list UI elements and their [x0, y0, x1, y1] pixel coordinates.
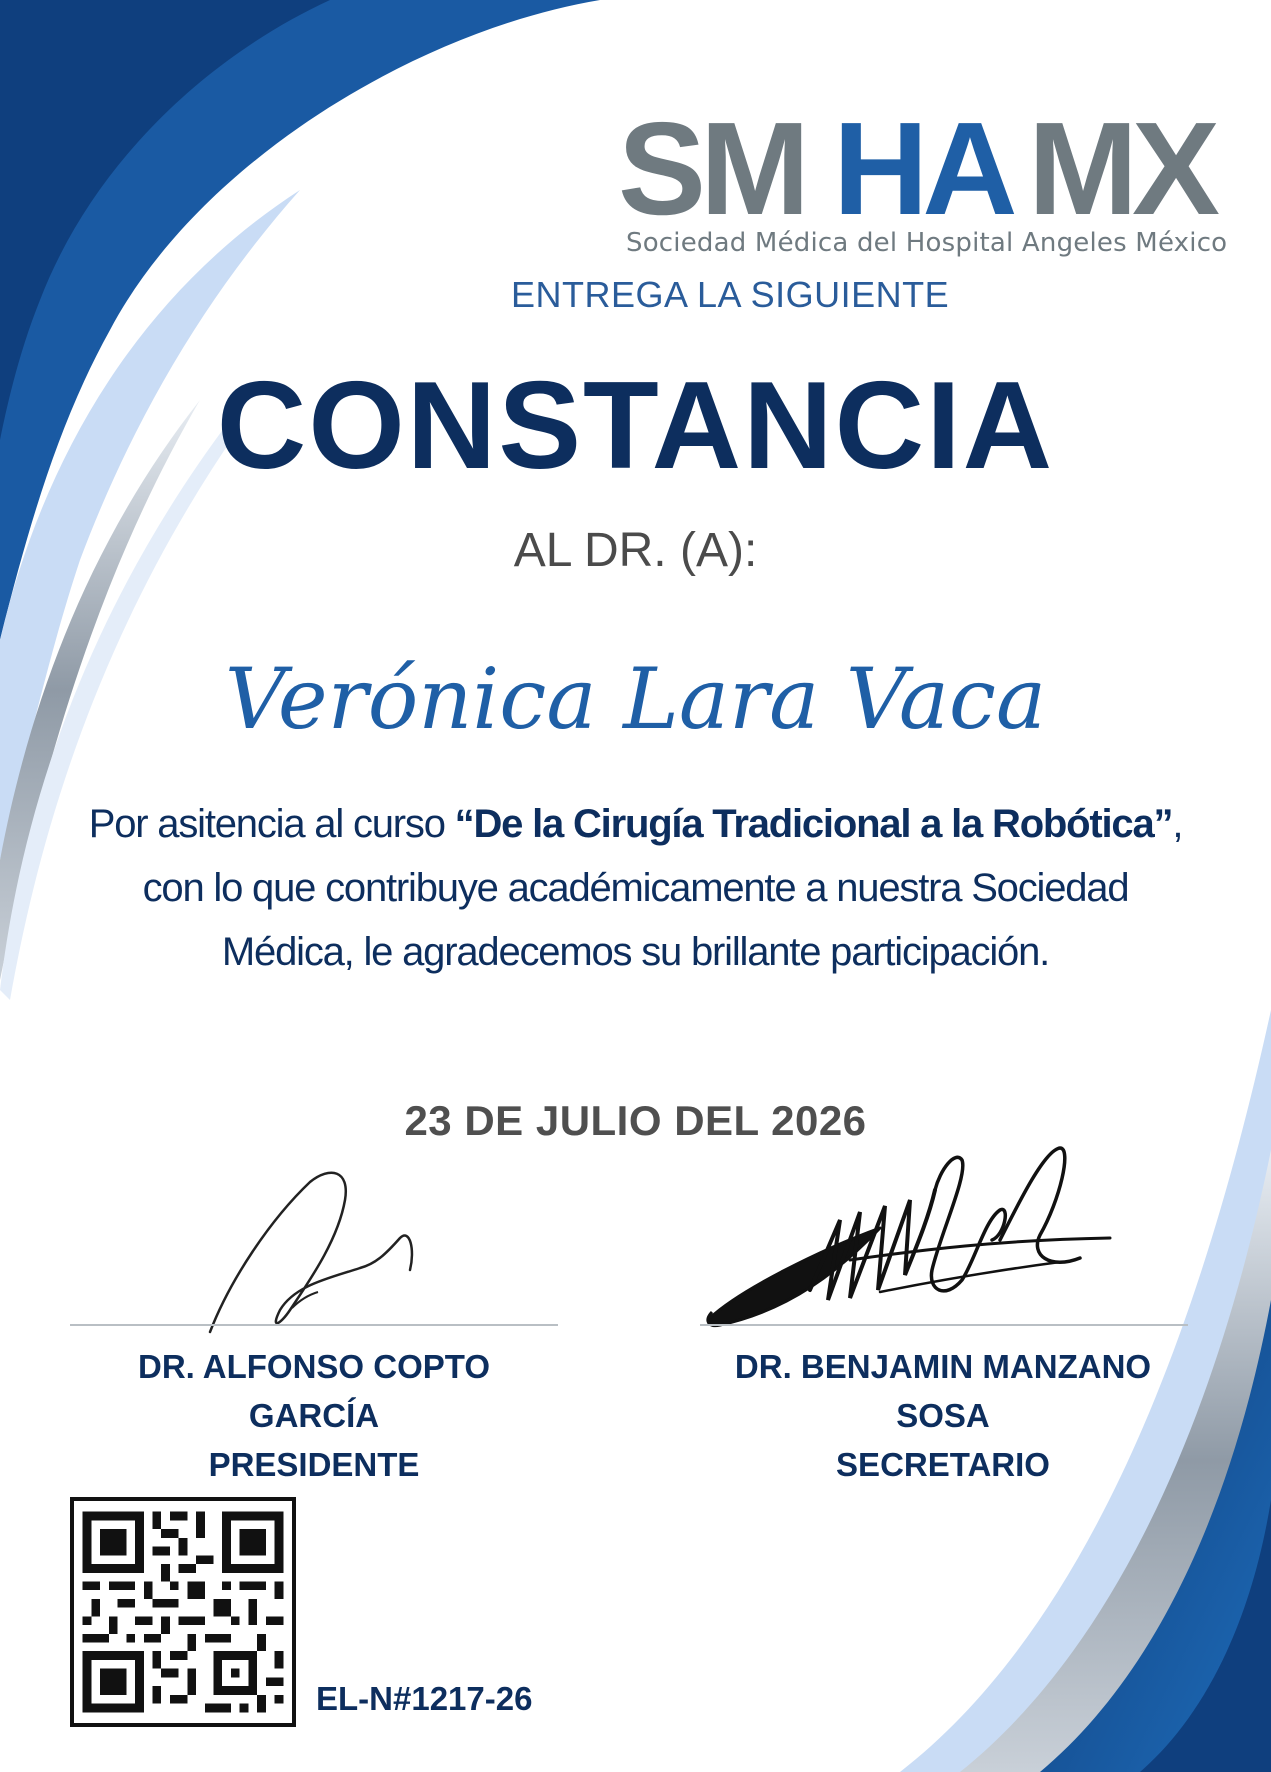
signer-right-name-line1: DR. BENJAMIN MANZANO [734, 1348, 1152, 1385]
body-text-before: Por asitencia al curso [88, 802, 455, 846]
signature-left-icon [200, 1160, 440, 1340]
signer-left-name-line2: GARCÍA [248, 1397, 380, 1434]
signature-line-left [70, 1324, 558, 1326]
signer-right-role: SECRETARIO [836, 1446, 1050, 1483]
signer-right [708, 1342, 1178, 1489]
signer-right-name-line2: SOSA [896, 1397, 990, 1434]
signer-left-role: PRESIDENTE [208, 1446, 420, 1483]
recipient-prefix: AL DR. (A): [513, 524, 758, 577]
recipient-name: Verónica Lara Vaca [224, 650, 1047, 748]
certificate-title: CONSTANCIA [216, 357, 1055, 495]
signature-line-right [700, 1324, 1188, 1326]
logo-letters-sm: SM [618, 104, 804, 242]
certificate-body [80, 792, 1191, 984]
signature-right-icon [700, 1140, 1120, 1340]
body-text-after: , con lo que contribuye académicamente a nuestra Sociedad Médica, le agradecemos su brillante participación. [142, 802, 1183, 974]
entrega-heading: ENTREGA LA SIGUIENTE [511, 274, 950, 315]
folio-number: EL-N#1217-26 [316, 1680, 533, 1717]
logo-letters-mx: MX [1028, 104, 1214, 242]
logo-subtitle: Sociedad Médica del Hospital Angeles México [626, 228, 1228, 258]
logo-letters-ha: HA [833, 104, 1012, 242]
qr-code-icon [70, 1497, 296, 1727]
course-name: “De la Cirugía Tradicional a la Robótica” [454, 802, 1173, 846]
certificate-date: 23 DE JULIO DEL 2026 [404, 1097, 867, 1144]
signer-left-name-line1: DR. ALFONSO COPTO [137, 1348, 490, 1385]
signer-left [79, 1342, 549, 1489]
